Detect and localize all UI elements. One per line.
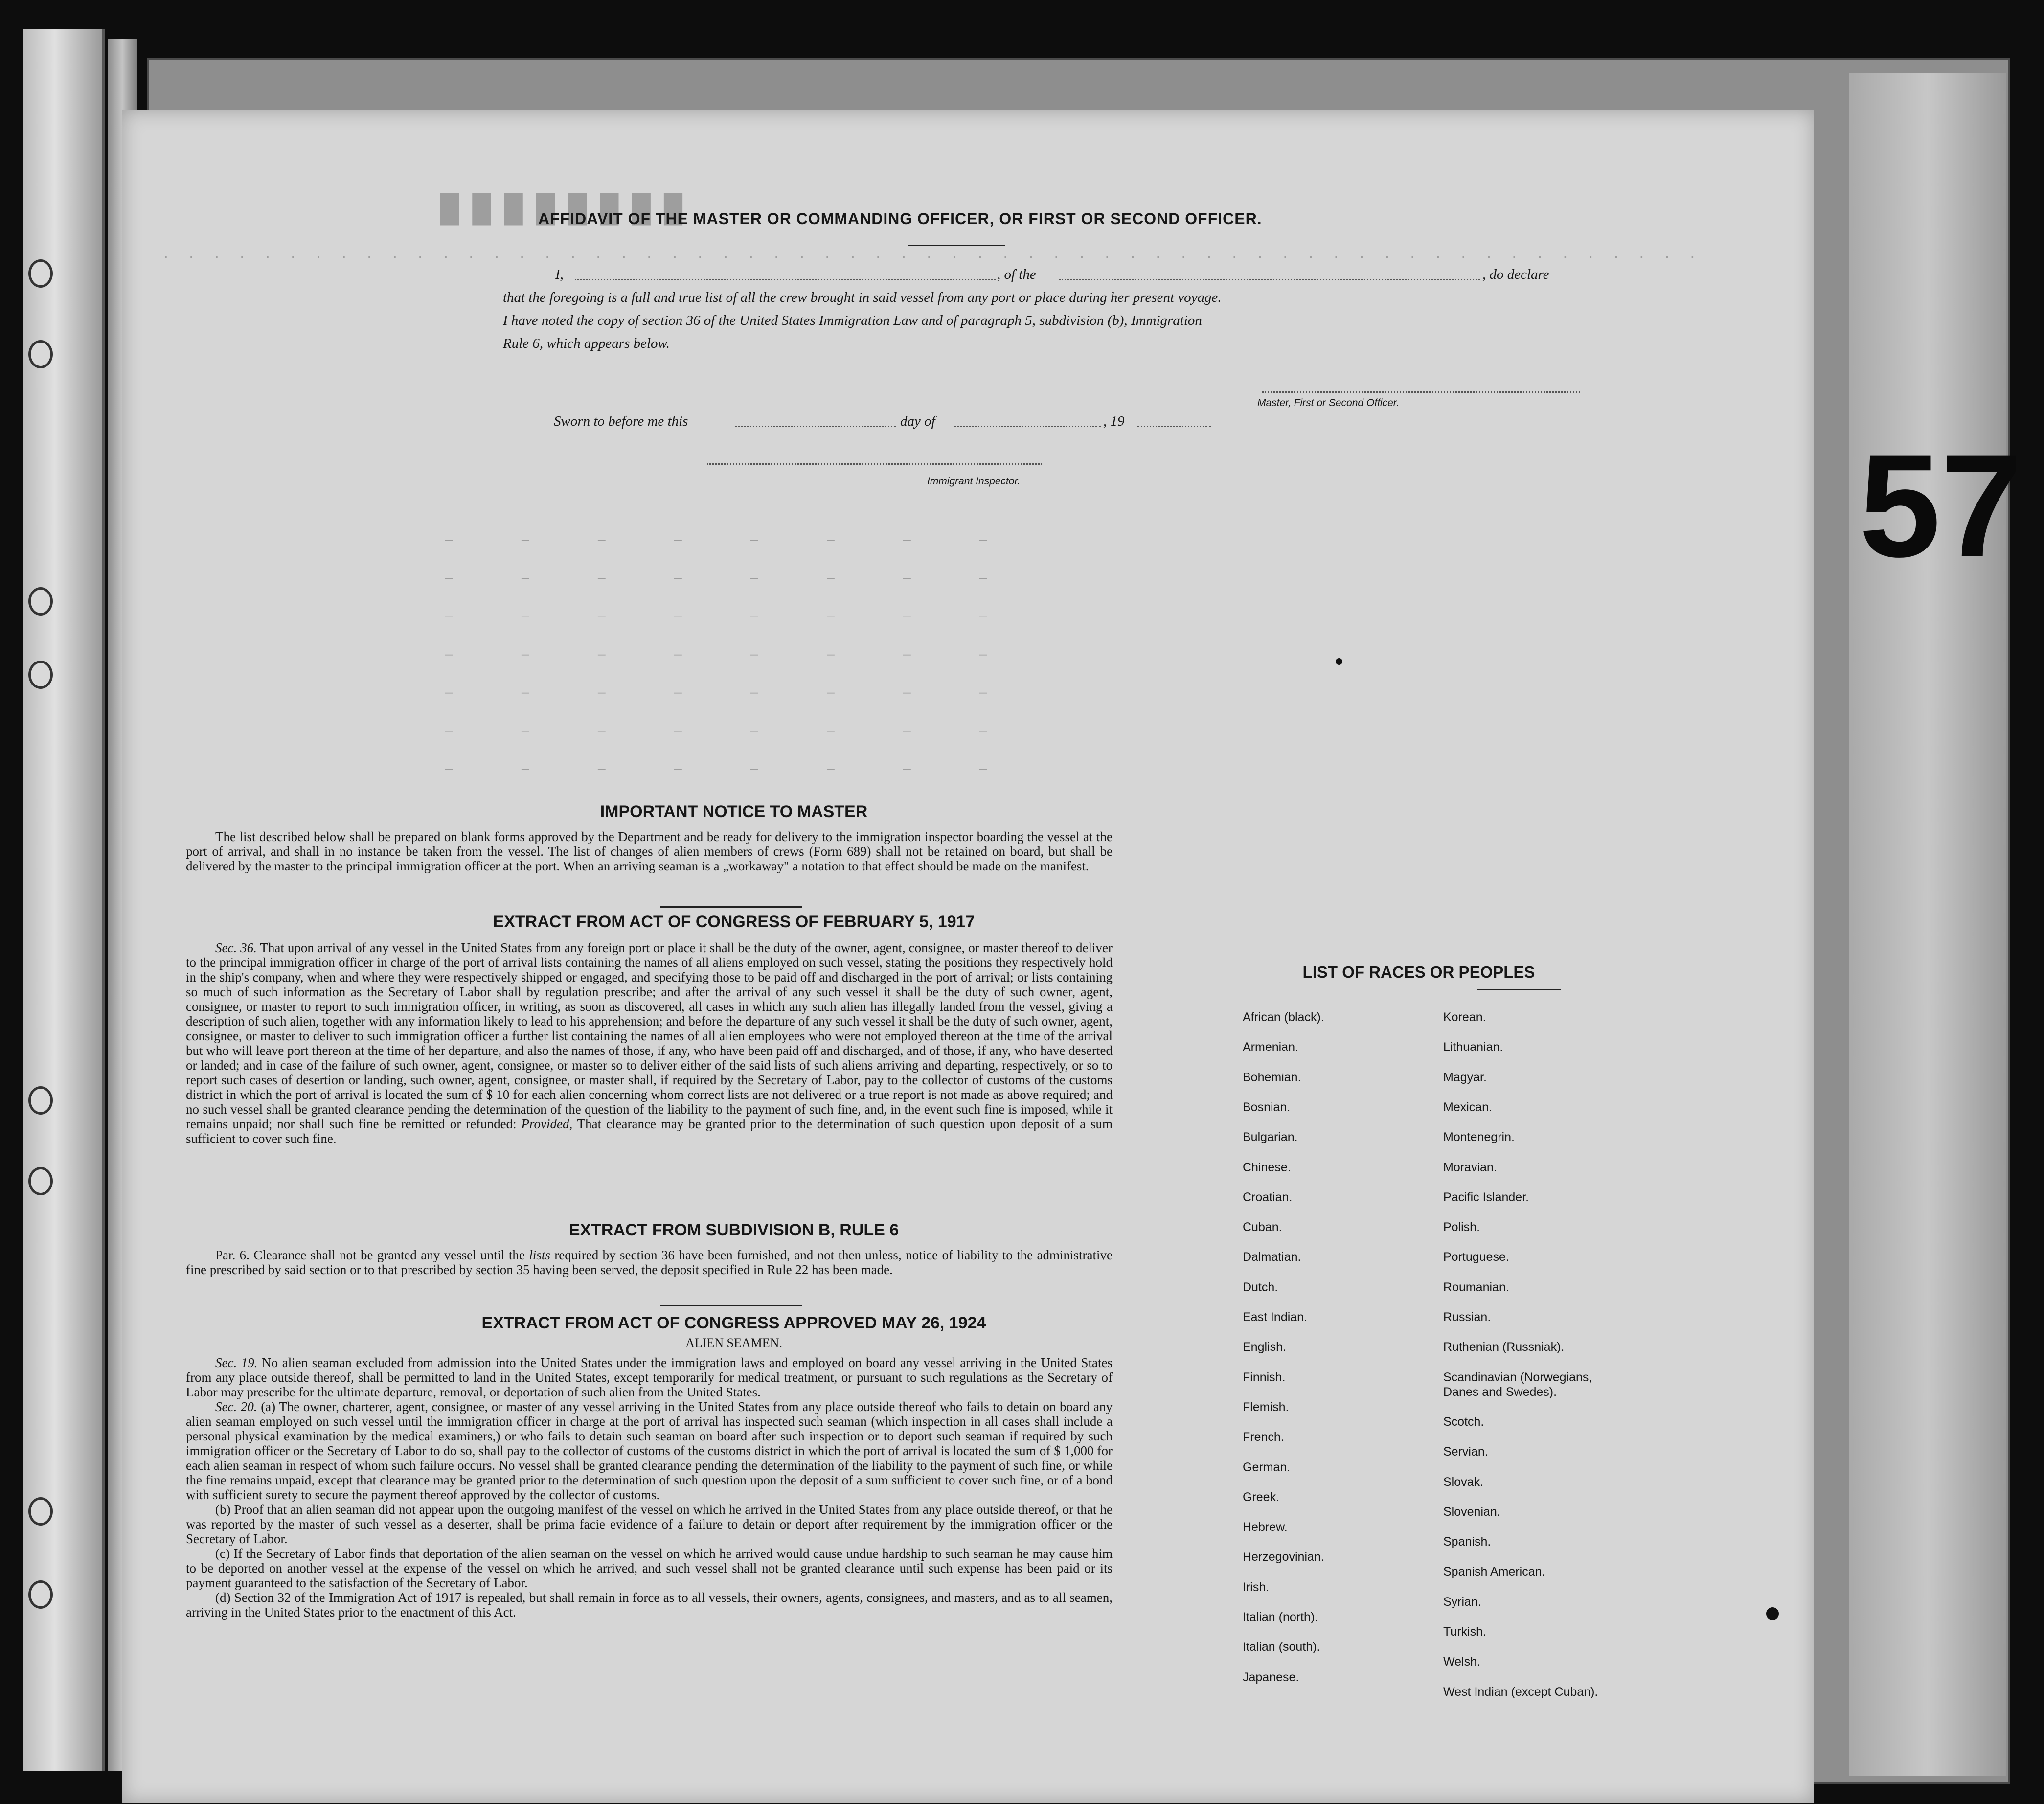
race-item: Lithuanian. (1443, 1040, 1503, 1054)
race-item: Magyar. (1443, 1070, 1487, 1084)
binder-hole (28, 1580, 53, 1609)
race-item: Dalmatian. (1243, 1250, 1301, 1264)
race-item: Hebrew. (1243, 1520, 1288, 1534)
race-item: Servian. (1443, 1445, 1488, 1459)
race-item: Mexican. (1443, 1100, 1493, 1114)
binder-hole (28, 1167, 53, 1195)
affidavit-of-the: , of the (997, 267, 1036, 282)
affidavit-page (122, 110, 1814, 1803)
race-item: Italian (north). (1243, 1610, 1318, 1624)
race-item: Polish. (1443, 1220, 1480, 1234)
race-item: Korean. (1443, 1010, 1486, 1024)
extract-rule6-title: EXTRACT FROM SUBDIVISION B, RULE 6 (568, 1221, 899, 1239)
sworn-day-blank (735, 426, 896, 427)
divider (908, 245, 1005, 246)
sworn-label: Sworn to before me this (554, 413, 688, 429)
race-item: Herzegovinian. (1243, 1550, 1324, 1564)
sworn-month-blank (954, 426, 1101, 427)
race-item: Moravian. (1443, 1160, 1497, 1174)
binder-hole (28, 587, 53, 616)
race-item: Spanish American. (1443, 1565, 1545, 1579)
sworn-day-of: day of (900, 413, 935, 429)
bleed-through-title: █ █ █ █ █ █ █ █ (440, 194, 686, 223)
affidavit-line-4: Rule 6, which appears below. (503, 336, 670, 351)
race-item: Irish. (1243, 1580, 1270, 1594)
race-item: Scotch. (1443, 1415, 1484, 1429)
race-item: Russian. (1443, 1310, 1491, 1324)
underlying-page-edge (1849, 73, 2006, 1776)
immigrant-inspector-label: Immigrant Inspector. (927, 476, 1021, 487)
race-item: Slovenian. (1443, 1505, 1500, 1519)
race-item: East Indian. (1243, 1310, 1308, 1324)
race-item: Bulgarian. (1243, 1130, 1298, 1144)
notice-title: IMPORTANT NOTICE TO MASTER (600, 802, 868, 821)
master-signature-blank (1262, 391, 1580, 393)
race-item: Ruthenian (Russniak). (1443, 1340, 1565, 1354)
race-item: Finnish. (1243, 1370, 1286, 1384)
divider (660, 1305, 802, 1306)
race-item: Syrian. (1443, 1595, 1481, 1609)
race-item: German. (1243, 1460, 1291, 1474)
race-item: Roumanian. (1443, 1280, 1509, 1294)
notice-text: The list described below shall be prepared on blank forms approved by the Department and be ready for delivery to the immigration inspector boarding the vessel at the port of arrival, and shall in no instance be taken from the vessel. The list of changes of alien members of crews (Form 689) shall not be retained on board, but shall be delivered by the master to the principal immigration officer at the port. When an arriving seaman is a „workaway" a notation to that effect should be made on the manifest. (186, 829, 1113, 873)
divider (660, 906, 802, 908)
race-item: Turkish. (1443, 1625, 1486, 1639)
race-item: Montenegrin. (1443, 1130, 1515, 1144)
race-item: Italian (south). (1243, 1640, 1320, 1654)
affidavit-line-2: that the foregoing is a full and true list of all the crew brought in said vessel from any port or place during her present voyage. (503, 290, 1222, 305)
race-item: Spanish. (1443, 1535, 1491, 1549)
race-item: Armenian. (1243, 1040, 1298, 1054)
binder-hole (28, 340, 53, 368)
race-item: Portuguese. (1443, 1250, 1509, 1264)
inspector-signature-blank (707, 463, 1042, 465)
vessel-name-blank (1059, 279, 1480, 280)
bleed-through-line: · · · · · · · · · · · · · · · · · · · · · · · · · · · · · · · · · · · · · · · · · · · · · · · · · · · · · · · · · · · · · (161, 250, 1701, 266)
sworn-year: , 19 (1103, 413, 1125, 429)
extract-1917-text: Sec. 36. That upon arrival of any vessel in the United States from any foreign port or place it shall be the duty of the owner, agent, consignee, or master thereof to deliver to the principal immigration officer in charge of the port of arrival lists containing the names of all aliens employed on such vessel, stating the positions they respectively hold in the ship's company, when and where they were respectively shipped or engaged, and specifying those to be paid off and discharged in the port of arrival; or lists containing so much of such information as the Secretary of Labor shall by regulation prescribe; and after the arrival of any such vessel it shall be the duty of such owner, agent, consignee, or master to report to such immigration officer, in writing, as soon as discovered, all cases in which any such alien has illegally landed from the vessel, giving a description of such alien, together with any information likely to lead to his apprehension; and before the departure of any such vessel it shall be the duty of such owner, agent, consignee, or master to deliver to such immigration officer a further list containing the names of all alien employees who were not employed thereon at the time of the arrival but who will leave port thereon at the time of her departure, and also the names of those, if any, who have been paid off and discharged, and of those, if any, who have deserted or landed; and in case of the failure of such owner, agent, consignee, or master so to deliver either of the said lists of such aliens arriving and departing, respectively, or so to report such cases of desertion or landing, such owner, agent, consignee, or master shall, if required by the Secretary of Labor, pay to the collector of customs of the customs district in which the port of arrival is located the sum of $ 10 for each alien concerning whom correct lists are not delivered or a true report is not made as above required; and no such vessel shall be granted clearance pending the determination of the question of the liability to the payment of such fine, and, in the event such fine is imposed, while it remains unpaid; nor shall such fine be remitted or refunded: Provided, That clearance may be granted prior to the determination of such question upon deposit of a sum sufficient to cover such fine. (186, 940, 1113, 1146)
race-item: Pacific Islander. (1443, 1190, 1529, 1204)
race-item: Cuban. (1243, 1220, 1282, 1234)
binder-hole (28, 1086, 53, 1115)
affidavit-i: I, (555, 267, 564, 282)
sworn-year-blank (1137, 426, 1211, 427)
bleed-through-rows: — — — — — — — — — — — — — — — — — — — — — — — — — — — — — — — — — — — — — — — — — — — — — — — — — — — — — — — — (445, 533, 987, 776)
race-item: Bohemian. (1243, 1070, 1301, 1084)
extract-1924-subtitle: ALIEN SEAMEN. (685, 1336, 782, 1350)
race-item: Welsh. (1443, 1655, 1480, 1669)
affidavit-line-3: I have noted the copy of section 36 of the United States Immigration Law and of paragraph 5, subdivision (b), Immigration (503, 313, 1202, 328)
extract-1924-text: Sec. 19. No alien seaman excluded from admission into the United States under the immigration laws and employed on board any vessel arriving in the United States from any place outside thereof, shall be permitted to land in the United States, except temporarily for medical treatment, or pursuant to such regulations as the Secretary of Labor may prescribe for the ultimate departure, removal, or deportation of such alien from the United States. Sec. 20. (a) The owner, charterer, agent, consignee, or master of any vessel arriving in the United States from any place outside thereof who fails to detain on board any alien seaman employed on such vessel until the immigration officer in charge at the port of arrival has inspected such seaman (which inspection in all cases shall include a personal physical examination by the medical examiners,) or who fails to detain such seaman on board after such inspection or to deport such seaman if required by such immigration officer or the Secretary of Labor to do so, shall pay to the collector of customs of the customs district in which the port of arrival is located the sum of $ 1,000 for each alien seaman in respect of whom such failure occurs. No vessel shall be granted clearance pending the determination of the liability to the payment of such fine, or while the fine remains unpaid, except that clearance may be granted prior to the determination of such question upon the deposit of a sum sufficient to cover such fine, or of a bond with sufficient surety to secure the payment thereof approved by the collector of customs. (b) Proof that an alien seaman did not appear upon the outgoing manifest of the vessel on which he arrived in the United States from any place outside thereof, or that he was reported by the master of such vessel as a deserter, shall be prima facie evidence of a failure to detain or deport after requirement by the immigration officer or the Secretary of Labor. (c) If the Secretary of Labor finds that deportation of the alien seaman on the vessel on which he arrived would cause undue hardship to such seaman he may cause him to be deported on another vessel at the expense of the vessel on which he arrived, and such vessel shall not be granted clearance until such expense has been paid or its payment guaranteed to the satisfaction of the Secretary of Labor. (d) Section 32 of the Immigration Act of 1917 is repealed, but shall remain in force as to all vessels, their owners, agents, consignees, and masters, and as to all seamen, arriving in the United States prior to the enactment of this Act. (186, 1355, 1113, 1620)
race-item: Bosnian. (1243, 1100, 1291, 1114)
handwritten-sheet-number: 57 (1859, 423, 2022, 588)
binder-hole (28, 1497, 53, 1526)
divider (1477, 989, 1561, 990)
race-item: Chinese. (1243, 1160, 1291, 1174)
race-item: Flemish. (1243, 1400, 1289, 1414)
affidavit-declare: , do declare (1482, 267, 1549, 282)
race-item: Croatian. (1243, 1190, 1293, 1204)
race-item: Scandinavian (Norwegians, (1443, 1370, 1592, 1384)
race-item: English. (1243, 1340, 1286, 1354)
race-item: West Indian (except Cuban). (1443, 1685, 1598, 1699)
master-name-blank (575, 279, 996, 280)
race-item: Greek. (1243, 1490, 1280, 1504)
ink-spot (1336, 658, 1342, 665)
extract-1924-title: EXTRACT FROM ACT OF CONGRESS APPROVED MAY 26, 1924 (481, 1314, 986, 1332)
race-item: Japanese. (1243, 1670, 1299, 1684)
extract-rule6-text: Par. 6. Clearance shall not be granted any vessel until the lists required by section 36 have been furnished, and not then unless, notice of liability to the administrative fine prescribed by said section or to that prescribed by section 35 having been served, the deposit specified in Rule 22 has been made. (186, 1248, 1113, 1277)
race-item: African (black). (1243, 1010, 1324, 1024)
race-item: Danes and Swedes). (1443, 1385, 1557, 1399)
binder-hole (28, 661, 53, 689)
master-officer-label: Master, First or Second Officer. (1257, 397, 1399, 409)
races-title: LIST OF RACES OR PEOPLES (1302, 963, 1535, 981)
binder-hole (28, 259, 53, 288)
race-item: Dutch. (1243, 1280, 1278, 1294)
race-item: French. (1243, 1430, 1284, 1444)
ink-spot (1766, 1607, 1779, 1620)
race-item: Slovak. (1443, 1475, 1483, 1489)
affidavit-title: AFFIDAVIT OF THE MASTER OR COMMANDING OFFICER, OR FIRST OR SECOND OFFICER. (538, 210, 1262, 228)
extract-1917-title: EXTRACT FROM ACT OF CONGRESS OF FEBRUARY 5, 1917 (493, 913, 975, 931)
